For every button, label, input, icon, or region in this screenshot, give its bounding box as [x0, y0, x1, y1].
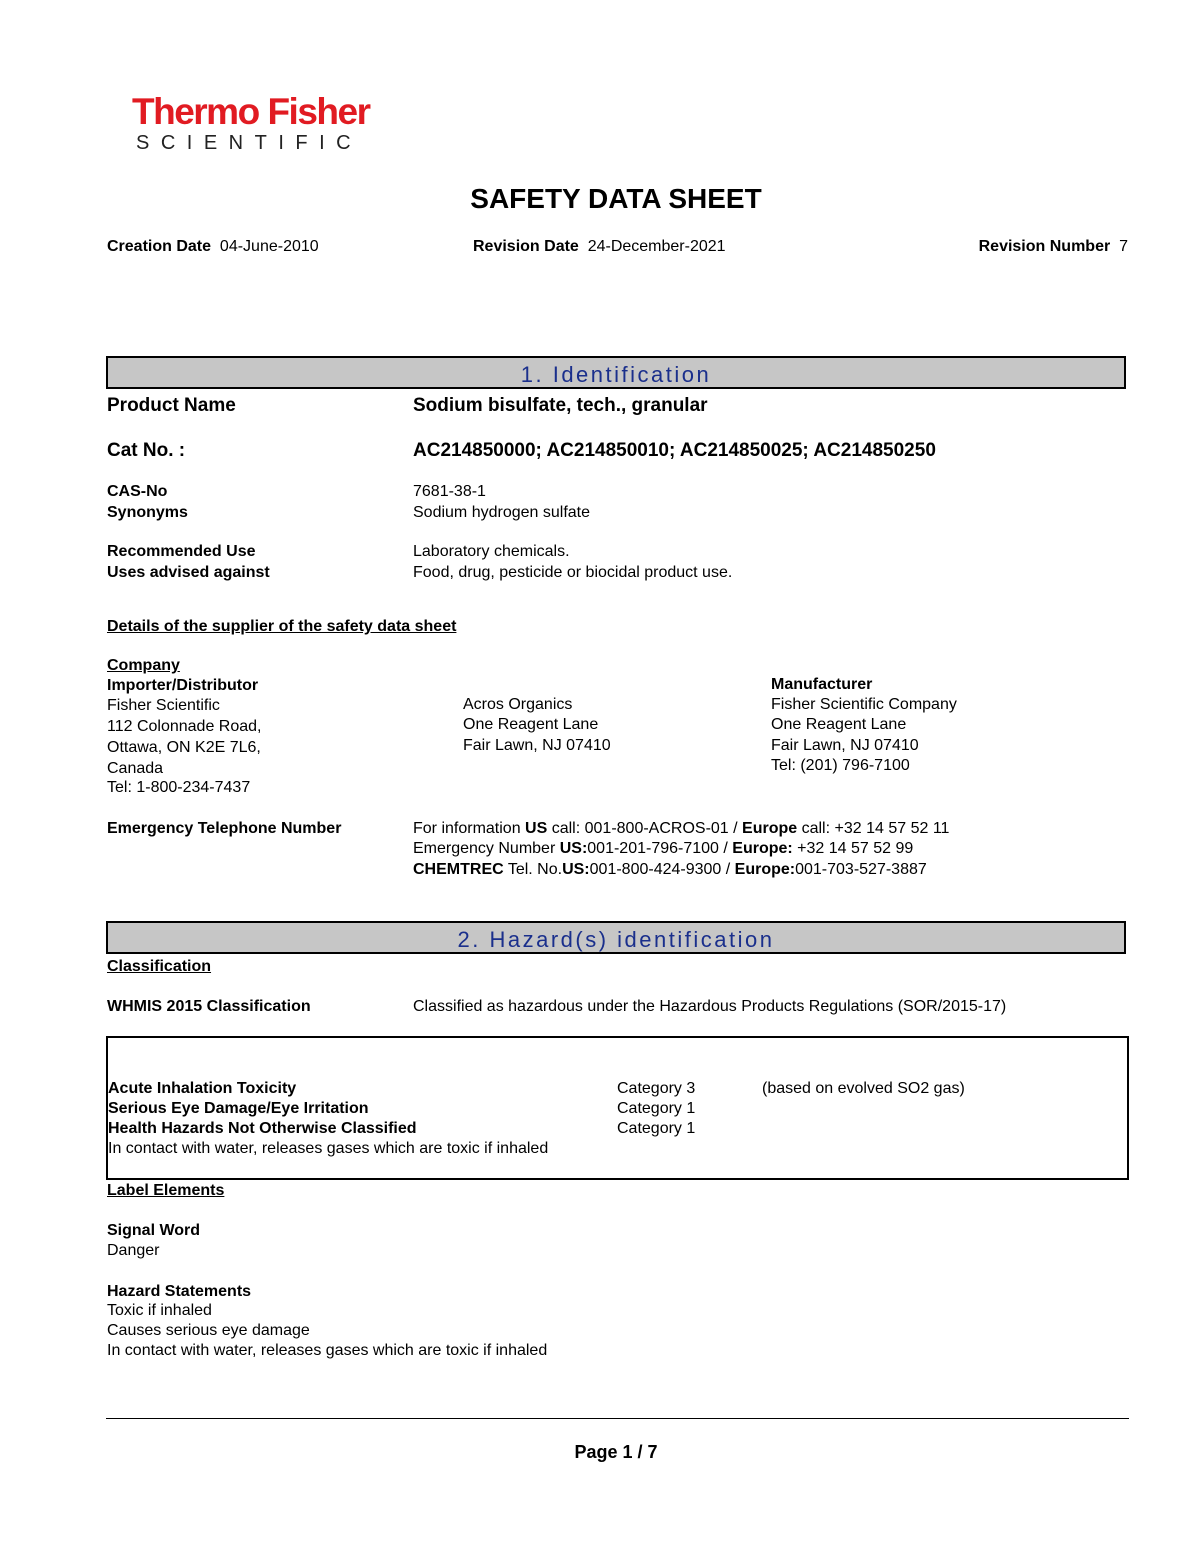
hazard-statements-label: Hazard Statements — [107, 1283, 252, 1300]
product-name-label: Product Name — [107, 395, 236, 416]
creation-date — [107, 237, 319, 257]
section-1-title: 1. Identification — [520, 362, 712, 387]
hazard-name: Health Hazards Not Otherwise Classified — [108, 1120, 417, 1137]
whmis-label: WHMIS 2015 Classification — [107, 998, 311, 1015]
emergency-line-3 — [413, 860, 927, 880]
emergency-us: US: — [559, 840, 588, 857]
label-elements-label: Label Elements — [107, 1182, 225, 1199]
recommended-use-label: Recommended Use — [107, 543, 256, 560]
document-title: SAFETY DATA SHEET — [470, 183, 762, 214]
company-label: Company — [107, 657, 180, 674]
section-2-header — [106, 921, 1126, 954]
emergency-europe: Europe — [742, 820, 798, 837]
importer-label: Importer/Distributor — [107, 677, 259, 694]
emergency-text: Tel. No. — [503, 861, 563, 878]
emergency-text: 001-201-796-7100 / — [587, 840, 733, 857]
hazard-statement: Causes serious eye damage — [107, 1322, 310, 1339]
cas-no-label: CAS-No — [107, 483, 168, 500]
synonyms-value: Sodium hydrogen sulfate — [413, 504, 590, 521]
hazard-statement: Toxic if inhaled — [107, 1302, 212, 1319]
manufacturer-line: One Reagent Lane — [771, 716, 907, 733]
product-name-value: Sodium bisulfate, tech., granular — [413, 395, 708, 416]
cat-no-value: AC214850000; AC214850010; AC214850025; AC214850250 — [413, 440, 936, 461]
signal-word-label: Signal Word — [107, 1222, 201, 1239]
creation-date-value: 04-June-2010 — [219, 238, 319, 255]
revision-date-value: 24-December-2021 — [587, 238, 726, 255]
hazard-category: Category 3 — [617, 1080, 696, 1097]
importer-line: Tel: 1-800-234-7437 — [107, 779, 251, 796]
acros-line: Fair Lawn, NJ 07410 — [463, 737, 611, 754]
page-number: Page 1 / 7 — [574, 1442, 658, 1462]
section-1-header — [106, 356, 1126, 389]
hazard-category: Category 1 — [617, 1120, 696, 1137]
importer-line: 112 Colonnade Road, — [107, 718, 262, 735]
synonyms-label: Synonyms — [107, 504, 188, 521]
manufacturer-line: Tel: (201) 796-7100 — [771, 757, 910, 774]
emergency-phone-label: Emergency Telephone Number — [107, 820, 342, 837]
importer-line: Ottawa, ON K2E 7L6, — [107, 739, 261, 756]
revision-number-value: 7 — [1119, 238, 1128, 255]
signal-word-value: Danger — [107, 1242, 160, 1259]
uses-advised-against-label: Uses advised against — [107, 564, 270, 581]
emergency-line-2 — [413, 839, 913, 859]
cat-no-label: Cat No. : — [107, 440, 186, 461]
cas-no-value: 7681-38-1 — [413, 483, 486, 500]
section-2-title: 2. Hazard(s) identification — [457, 927, 775, 952]
emergency-us: US: — [562, 861, 590, 878]
creation-date-label: Creation Date — [107, 238, 212, 255]
hazard-statement: In contact with water, releases gases which are toxic if inhaled — [107, 1342, 548, 1359]
logo-subtitle: SCIENTIFIC — [136, 132, 363, 154]
importer-line: Fisher Scientific — [107, 697, 220, 714]
manufacturer-label: Manufacturer — [771, 676, 873, 693]
emergency-text: Emergency Number — [413, 840, 560, 857]
hazard-name: Serious Eye Damage/Eye Irritation — [108, 1100, 369, 1117]
emergency-text: +32 14 57 52 99 — [792, 840, 914, 857]
footer-divider — [106, 1418, 1129, 1419]
logo-wordmark: Thermo Fisher — [132, 91, 370, 132]
recommended-use-value: Laboratory chemicals. — [413, 543, 570, 560]
acros-line: One Reagent Lane — [463, 716, 599, 733]
supplier-details-heading: Details of the supplier of the safety data sheet — [107, 618, 457, 635]
emergency-us: US — [525, 820, 548, 837]
classification-label: Classification — [107, 958, 212, 975]
hazard-note: (based on evolved SO2 gas) — [762, 1080, 965, 1097]
emergency-text: call: 001-800-ACROS-01 / — [547, 820, 743, 837]
acros-line: Acros Organics — [463, 696, 573, 713]
emergency-chemtrec: CHEMTREC — [413, 861, 504, 878]
hazard-note-text: In contact with water, releases gases which are toxic if inhaled — [108, 1140, 549, 1157]
manufacturer-line: Fair Lawn, NJ 07410 — [771, 737, 919, 754]
revision-number — [979, 237, 1128, 257]
emergency-europe: Europe: — [732, 840, 793, 857]
revision-number-label: Revision Number — [978, 238, 1111, 255]
uses-advised-against-value: Food, drug, pesticide or biocidal product use. — [413, 564, 733, 581]
emergency-text: For information — [413, 820, 526, 837]
revision-date — [473, 237, 726, 257]
emergency-europe: Europe: — [734, 861, 796, 878]
emergency-line-1 — [413, 819, 949, 839]
manufacturer-line: Fisher Scientific Company — [771, 696, 957, 713]
hazard-category: Category 1 — [617, 1100, 696, 1117]
emergency-text: call: +32 14 57 52 11 — [797, 820, 950, 837]
importer-line: Canada — [107, 760, 164, 777]
revision-date-label: Revision Date — [473, 238, 579, 255]
whmis-value: Classified as hazardous under the Hazardous Products Regulations (SOR/2015-17) — [413, 998, 1007, 1015]
emergency-text: 001-703-527-3887 — [795, 861, 927, 878]
emergency-text: 001-800-424-9300 / — [589, 861, 735, 878]
hazard-name: Acute Inhalation Toxicity — [108, 1080, 297, 1097]
